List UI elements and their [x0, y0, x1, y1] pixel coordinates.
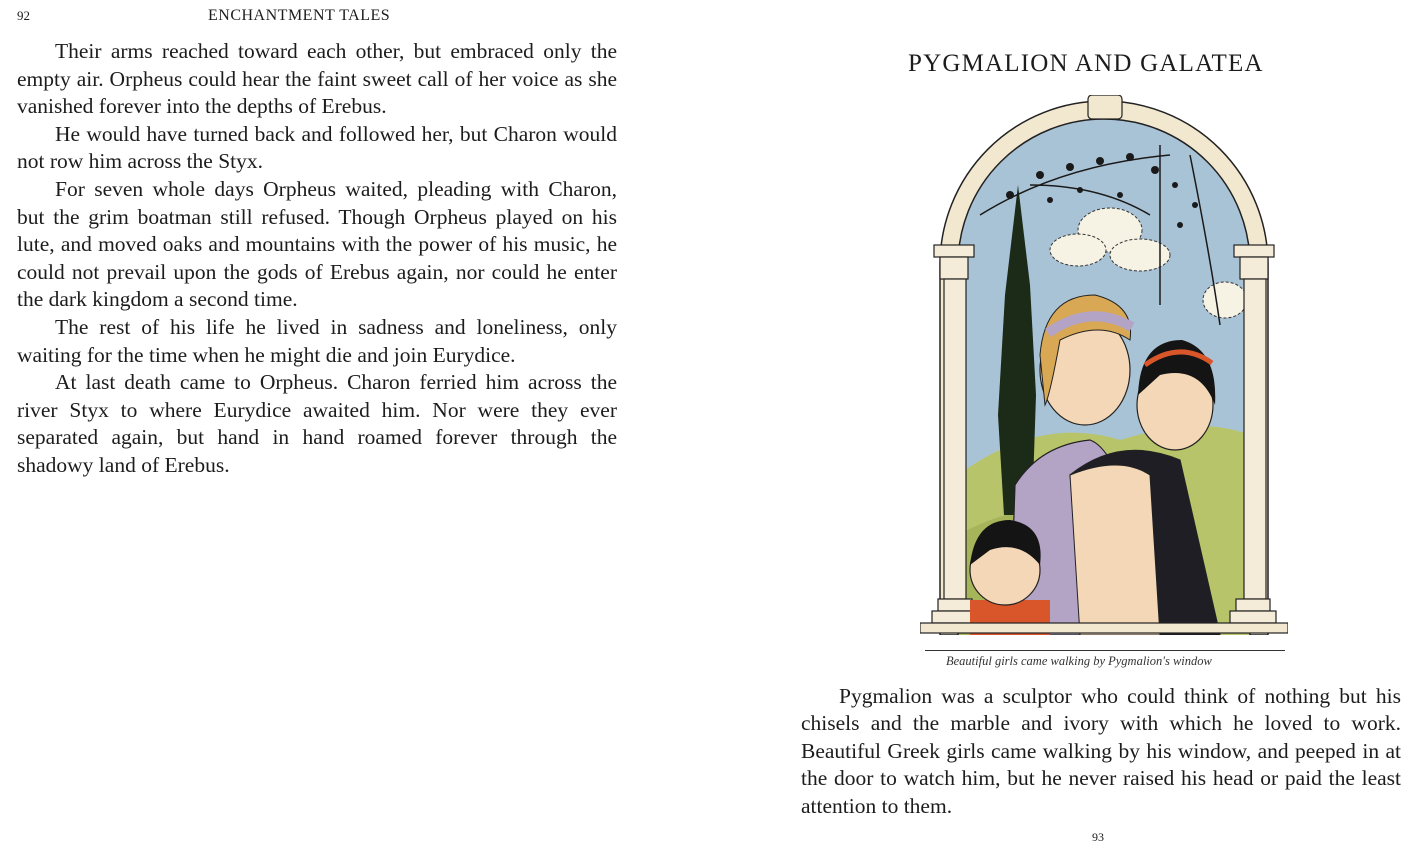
page-number: 93 [1092, 830, 1104, 844]
paragraph: The rest of his life he lived in sadness and loneliness, only waiting for the time when he might die and join Eurydice. [17, 314, 617, 367]
page-number: 92 [17, 8, 30, 23]
chapter-title: PYGMALION AND GALATEA [908, 50, 1264, 77]
paragraph: Pygmalion was a sculptor who could think of nothing but his chisels and the marble and ivory with which he loved to work. Beautiful Greek girls came walking by his window, and peeped in at the door to watch him, but he never raised his head or paid the least attention to them. [801, 684, 1401, 818]
paragraph: For seven whole days Orpheus waited, pleading with Charon, but the grim boatman still refused. Though Orpheus played on his lute, and moved oaks and mountains with the power of his music, he could not prevail upon the gods of Erebus again, nor could he enter the dark kingdom a second time. [17, 176, 617, 312]
illustration [920, 95, 1288, 635]
caption-divider [925, 650, 1285, 651]
running-head: ENCHANTMENT TALES [208, 7, 391, 24]
illustration-caption: Beautiful girls came walking by Pygmalion's window [946, 654, 1212, 668]
body-text [801, 683, 1401, 820]
paragraph: At last death came to Orpheus. Charon ferried him across the river Styx to where Eurydice awaited him. Nor were they ever separated again, but hand in hand roamed forever through the shadowy land of Erebus. [17, 370, 617, 477]
paragraph: Their arms reached toward each other, but embraced only the empty air. Orpheus could hear the faint sweet call of her voice as she vanished forever into the depths of Erebus. [17, 39, 617, 119]
paragraph: He would have turned back and followed her, but Charon would not row him across the Styx. [17, 121, 617, 174]
body-text [17, 38, 617, 480]
